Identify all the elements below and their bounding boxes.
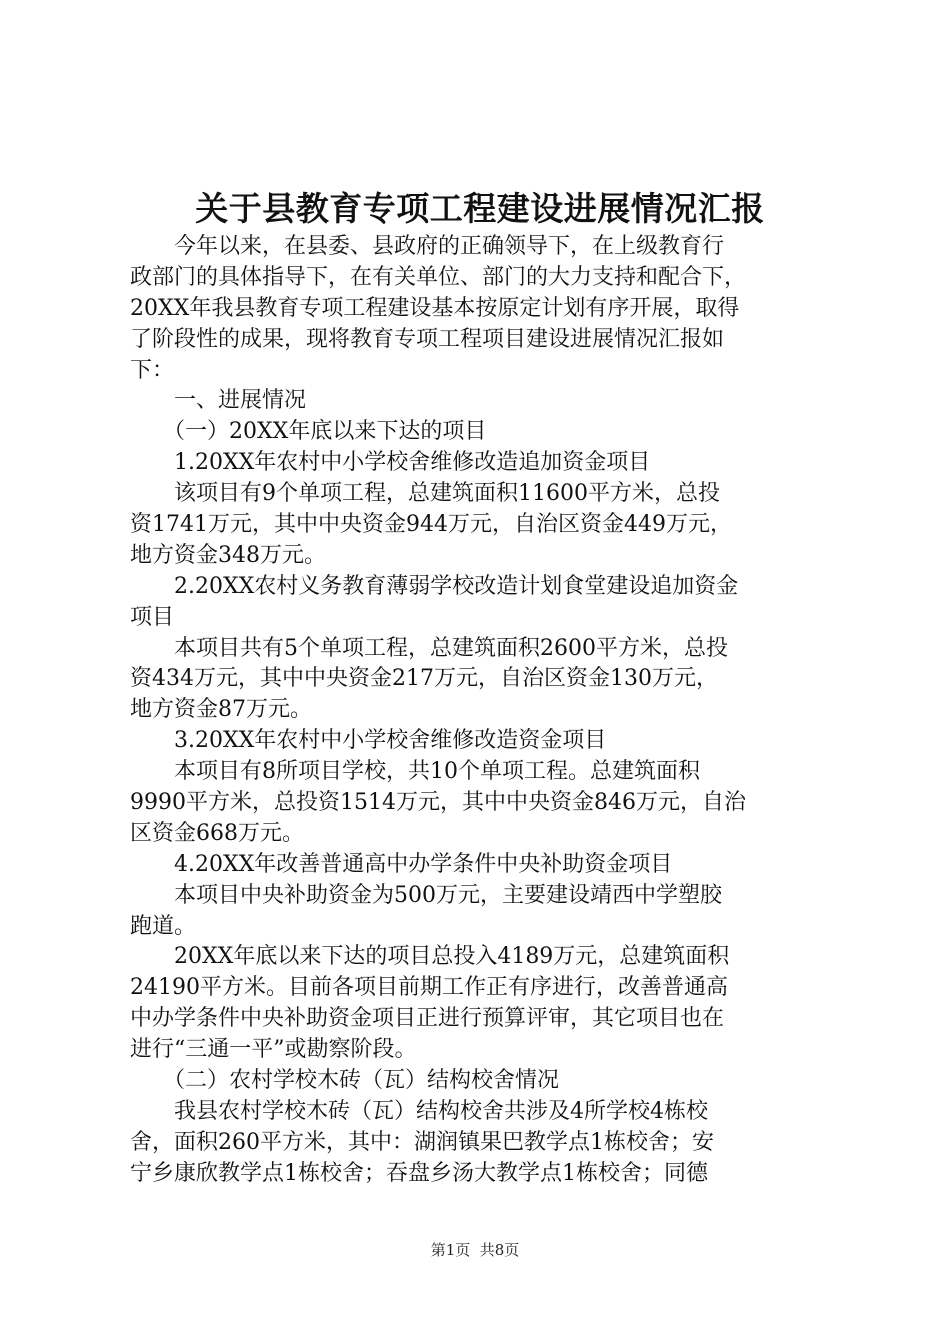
body-line	[130, 417, 830, 448]
body-line-text: 宁乡康欣教学点1栋校舍；吞盘乡汤大教学点1栋校舍；同德	[130, 1160, 708, 1186]
body-line-text: 项目	[130, 604, 175, 630]
body-line-text: 1.20XX年农村中小学校舍维修改造追加资金项目	[130, 450, 651, 476]
body-line	[130, 1159, 830, 1190]
body-line	[130, 510, 830, 541]
document-title: 关于县教育专项工程建设进展情况汇报	[195, 189, 765, 228]
body-line	[130, 788, 830, 819]
body-line-text: 跑道。	[130, 913, 197, 939]
body-line-text: 资434万元，其中中央资金217万元，自治区资金130万元，	[130, 666, 718, 692]
body-line-text: 本项目有8所项目学校，共10个单项工程。总建筑面积	[130, 759, 700, 785]
body-line-text: 20XX年底以来下达的项目总投入4189万元，总建筑面积	[130, 944, 730, 970]
body-line	[130, 1035, 830, 1066]
body-line-text: 资1741万元，其中中央资金944万元，自治区资金449万元，	[130, 512, 732, 538]
body-line	[130, 757, 830, 788]
body-line-text: （二）农村学校木砖（瓦）结构校舍情况	[130, 1068, 560, 1094]
body-line	[130, 634, 830, 665]
body-line	[130, 1128, 830, 1159]
body-line	[130, 572, 830, 603]
body-line	[130, 325, 830, 356]
body-line	[130, 541, 830, 572]
body-line-text: 政部门的具体指导下，在有关单位、部门的大力支持和配合下，	[130, 264, 747, 290]
body-line-text: 该项目有9个单项工程，总建筑面积11600平方米，总投	[130, 481, 720, 507]
body-line	[130, 263, 830, 294]
body-line-text: 中办学条件中央补助资金项目正进行预算评审，其它项目也在	[130, 1006, 725, 1032]
body-line	[130, 881, 830, 912]
page-footer: 第1页 共8页	[430, 1241, 520, 1259]
body-line-text: 了阶段性的成果，现将教育专项工程项目建设进展情况汇报如	[130, 326, 725, 352]
body-line	[130, 1066, 830, 1097]
body-line	[130, 819, 830, 850]
document-body	[130, 232, 830, 1190]
body-line	[130, 664, 830, 695]
body-line-text: 24190平方米。目前各项目前期工作正有序进行，改善普通高	[130, 975, 728, 1001]
body-line	[130, 850, 830, 881]
body-line	[130, 386, 830, 417]
body-line-text: 一、进展情况	[130, 388, 307, 414]
body-line-text: 本项目共有5个单项工程，总建筑面积2600平方米，总投	[130, 635, 728, 661]
body-line	[130, 973, 830, 1004]
body-line-text: 进行“三通一平”或勘察阶段。	[130, 1037, 417, 1063]
body-line-text: 3.20XX年农村中小学校舍维修改造资金项目	[130, 728, 607, 754]
body-line-text: 我县农村学校木砖（瓦）结构校舍共涉及4所学校4栋校	[130, 1098, 708, 1124]
body-line	[130, 232, 830, 263]
body-line	[130, 912, 830, 943]
body-line	[130, 448, 830, 479]
body-line-text: 区资金668万元。	[130, 820, 304, 846]
body-line	[130, 603, 830, 634]
body-line-text: 今年以来，在县委、县政府的正确领导下，在上级教育行	[130, 234, 725, 259]
body-line-text: 20XX年我县教育专项工程建设基本按原定计划有序开展，取得	[130, 295, 740, 321]
body-line-text: （一）20XX年底以来下达的项目	[130, 419, 487, 445]
body-line-text: 地方资金348万元。	[130, 542, 326, 568]
body-line-text: 本项目中央补助资金为500万元，主要建设靖西中学塑胶	[130, 882, 722, 908]
body-line-text: 舍，面积260平方米，其中：湖润镇果巴教学点1栋校舍；安	[130, 1129, 714, 1155]
body-line	[130, 1097, 830, 1128]
body-line-text: 9990平方米，总投资1514万元，其中中央资金846万元，自治	[130, 790, 746, 816]
body-line	[130, 726, 830, 757]
body-line	[130, 294, 830, 325]
body-line	[130, 1004, 830, 1035]
body-line	[130, 942, 830, 973]
body-line	[130, 479, 830, 510]
body-line-text: 地方资金87万元。	[130, 697, 312, 723]
body-line-text: 4.20XX年改善普通高中办学条件中央补助资金项目	[130, 851, 673, 877]
body-line	[130, 356, 830, 387]
body-line-text: 2.20XX农村义务教育薄弱学校改造计划食堂建设追加资金	[130, 573, 739, 599]
body-line	[130, 695, 830, 726]
body-line-text: 下：	[130, 357, 175, 383]
